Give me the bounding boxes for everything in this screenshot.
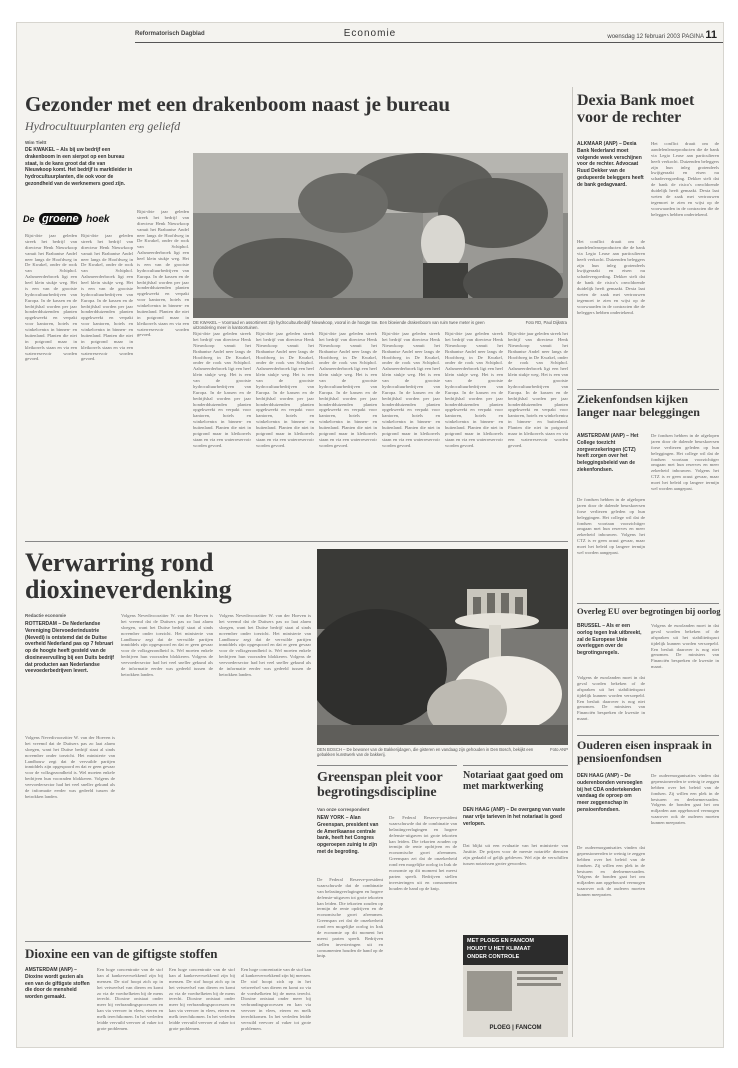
story5-body-col2: De fondsen hebben in de afgelopen jaren door de dalende beurskoersen forse verliezen geleden op hun beleggingen. Het college wil dat de fondsen voortaan voorzichtiger omgaan met hun reserves en meer zekerheid inbouwen. Volgens het CTZ is er geen acuut gevaar, maar moet het beleid op langere termijn wel worden aangepast. [651,433,719,491]
story3-body-col3: Een hoge concentratie van de stof kan al kankerverwekkend zijn bij mensen. De stof hoopt zich op in het vetweefsel van dieren en komt zo via de voedselketen bij de mens terecht. Dioxine ontstaat onder meer bij verbrandingsprocessen en kan via veevoer in vlees, eieren en melk terechtkomen. In het verleden leidde vervuild veevoer al vaker tot grote problemen. [241,967,311,1031]
date-and-page [607,29,717,41]
story1-body-col9: Rijst-drie jaar geleden streek het bedrijf van directeur Henk Nieuwkoop vanuit het Brabantse Andel neer langs de Hoofdweg in De Kwakel, onder de rook van Schiphol. Aalsmeerderbroek ligt een heel klein stukje weg. Het is een van de grootste hydrocultuurbedrijven van Europa. In de kassen en de bedrijfshal worden per jaar honderdduizenden planten opgekweekt en verpakt voor kantoren, hotels en winkelcentra in binnen- en buitenland. Planten die niet in potgrond maar in kleikorrels staan en via een waterreservoir worden gevoed. [508,331,568,448]
story2-body-col2: Volgens Nevedivoorzitter W. van der Hoeven is het vreemd dat de Duitsers pas zo laat alarm sloegen, want het Duitse bedrijf staat al sinds november onder toezicht. Het ministerie van Landbouw zegt dat de vervuilde partijen inmiddels zijn opgespoord en dat er geen gevaar voor de volksgezondheid is. Wel moeten enkele bedrijven hun voorraden blokkeren. Volgens de veevoedersector had het veel sneller gekund als de informatie eerder was gedeeld tussen de betrokken landen. [121,613,213,677]
story6-body-col2: Volgens de eurolanden moet in dat geval worden bekeken of de afspraken uit het stabiliteitspact tijdelijk kunnen worden versoepeld. Een besluit daarover is nog niet genomen. De ministers van Financiën bespreken de kwestie in maart. [651,623,719,670]
story1-byline: Wim Tieltt [25,140,47,145]
story2-body-col3: Volgens Nevedivoorzitter W. van der Hoeven is het vreemd dat de Duitsers pas zo laat alarm sloegen, want het Duitse bedrijf staat al sinds november onder toezicht. Het ministerie van Landbouw zegt dat de vervuilde partijen inmiddels zijn opgespoord en dat er geen gevaar voor de volksgezondheid is. Wel moeten enkele bedrijven hun voorraden blokkeren. Volgens de veevoedersector had het veel sneller gekund als de informatie eerder was gedeeld tussen de betrokken landen. [219,613,311,677]
section-divider-3 [577,389,719,390]
story9-body-col1: De ouderenorganisaties vinden dat gepensioneerden te weinig te zeggen hebben over het beleid van de fondsen. Zij willen een plek in de besturen en deelnemersraden. Volgens de bonden gaat het om miljarden aan opgebouwd vermogen waarover ook de ouderen moeten kunnen meepraten. [577,845,645,897]
story7-headline: Greenspan pleit voor begrotingsdiscipline [317,770,443,800]
bakery-photo-image [317,549,568,745]
de-groene-hoek-logo [23,209,133,229]
story1-body-col2: Rijst-drie jaar geleden streek het bedrijf van directeur Henk Nieuwkoop vanuit het Brabantse Andel neer langs de Hoofdweg in De Kwakel, onder de rook van Schiphol. Aalsmeerderbroek ligt een heel klein stukje weg. Het is een van de grootste hydrocultuurbedrijven van Europa. In de kassen en de bedrijfshal worden per jaar honderdduizenden planten opgekweekt en verpakt voor kantoren, hotels en winkelcentra in binnen- en buitenland. Planten die niet in potgrond maar in kleikorrels staan en via een waterreservoir worden gevoed. [81,233,133,362]
story8-headline: Notariaat gaat goed om met marktwerking [463,770,564,792]
groene-mid: groene [39,213,82,225]
story1-body-col6: Rijst-drie jaar geleden streek het bedrijf van directeur Henk Nieuwkoop vanuit het Brabantse Andel neer langs de Hoofdweg in De Kwakel, onder de rook van Schiphol. Aalsmeerderbroek ligt een heel klein stukje weg. Het is een van de grootste hydrocultuurbedrijven van Europa. In de kassen en de bedrijfshal worden per jaar honderdduizenden planten opgekweekt en verpakt voor kantoren, hotels en winkelcentra in binnen- en buitenland. Planten die niet in potgrond maar in kleikorrels staan en via een waterreservoir worden gevoed. [319,331,377,448]
advert-line-1: MET PLOEG EN FANCOM [467,938,534,944]
story8-lede: DEN HAAG (ANP) – De overgang van vaste naar vrije tarieven in het notariaat is goed verlopen. [463,807,565,827]
masthead-rule [135,42,723,43]
story1-headline: Gezonder met een drakenboom naast je bureau [25,92,451,116]
groene-pre: De [23,214,35,224]
advert-body [463,965,568,1037]
story3-lede: AMSTERDAM (ANP) – Dioxine wordt gezien als een van de giftigste stoffen die door de mensheid worden gemaakt. [25,967,90,1000]
story5-lede: AMSTERDAM (ANP) – Het College toezicht zorgverzekeringen (CTZ) heeft zorgen over het beleggingsbeleid van de ziekenfondsen. [577,433,639,473]
section-title: Economie [343,28,397,39]
story5-headline: Ziekenfondsen kijken langer naar beleggingen [577,392,700,419]
story9-lede: DEN HAAG (ANP) – De ouderenbonden vervoeglen bij het CDA ondertekenden vandaag de oproep om meer zeggenschap in pensioenfondsen. [577,773,643,813]
story6-headline: Overleg EU over begrotingen bij oorlog [577,606,721,616]
story5-body-col1: De fondsen hebben in de afgelopen jaren door de dalende beurskoersen forse verliezen geleden op hun beleggingen. Het college wil dat de fondsen voortaan voorzichtiger omgaan met hun reserves en meer zekerheid inbouwen. Volgens het CTZ is er geen acuut gevaar, maar moet het beleid op langere termijn wel worden aangepast. [577,497,645,555]
story8-body: Dat blijkt uit een evaluatie van het ministerie van Justitie. De prijzen voor de meeste notariële diensten zijn gedaald of gelijk gebleven. Wel zijn de verschillen tussen notarissen groter geworden. [463,843,568,866]
story4-headline: Dexia Bank moet voor de rechter [577,92,695,126]
story1-body-col7: Rijst-drie jaar geleden streek het bedrijf van directeur Henk Nieuwkoop vanuit het Brabantse Andel neer langs de Hoofdweg in De Kwakel, onder de rook van Schiphol. Aalsmeerderbroek ligt een heel klein stukje weg. Het is een van de grootste hydrocultuurbedrijven van Europa. In de kassen en de bedrijfshal worden per jaar honderdduizenden planten opgekweekt en verpakt voor kantoren, hotels en winkelcentra in binnen- en buitenland. Planten die niet in potgrond maar in kleikorrels staan en via een waterreservoir worden gevoed. [382,331,440,448]
story1-photo-caption: DE KWAKEL – Voorraad en assortiment zijn hydrocultuurbedrijf Nieuwkoop, vooral in de hoogte toe. Een bloeiende drakenboom van ruim twee meter is geen uitzondering meer in kantoortuinen. [193,320,485,331]
story3-body-col2: Een hoge concentratie van de stof kan al kankerverwekkend zijn bij mensen. De stof hoopt zich op in het vetweefsel van dieren en komt zo via de voedselketen bij de mens terecht. Dioxine ontstaat onder meer bij verbrandingsprocessen en kan via veevoer in vlees, eieren en melk terechtkomen. In het verleden leidde vervuild veevoer al vaker tot grote problemen. [169,967,235,1031]
newspaper-page [16,22,724,1048]
story7-body-col2: De Federal Reserve-president waarschuwde dat de combinatie van belastingverlagingen en hogere defensie-uitgaven tot grote tekorten kan leiden. Die tekorten zouden op termijn de rente opdrijven en de economische groei afremmen. Greenspan zei dat de onzekerheid rond een mogelijke oorlog in Irak de economie op dit moment het meest parten speelt. Bedrijven stellen investeringen uit en consumenten houden de hand op de knip. [389,815,457,891]
story1-lede: DE KWAKEL – Als bij uw bedrijf een drakenboom in een sierpot op een bureau staat, is de kans groot dat die van Nieuwkoop komt. Het bedrijf is marktleider in hydrocultuurplanten, die ook voor de gezondheid van de werknemers goed zijn. [25,147,133,187]
section-divider-1 [25,541,568,542]
issue-date: woensdag 12 februari 2003 [607,34,681,40]
plant-photo-image [193,153,568,318]
story2-photo-credit: Foto ANP [550,747,568,752]
story9-headline: Ouderen eisen inspraak in pensioenfondsen [577,738,712,765]
story3-body-col1: Een hoge concentratie van de stof kan al kankerverwekkend zijn bij mensen. De stof hoopt zich op in het vetweefsel van dieren en komt zo via de voedselketen bij de mens terecht. Dioxine ontstaat onder meer bij verbrandingsprocessen en kan via veevoer in vlees, eieren en melk terechtkomen. In het verleden leidde vervuild veevoer al vaker tot grote problemen. [97,967,163,1031]
section-divider-notariaat [463,765,568,766]
story2-byline: Redactie economie [25,613,67,618]
story7-body-col1: De Federal Reserve-president waarschuwde dat de combinatie van belastingverlagingen en hogere defensie-uitgaven tot grote tekorten kan leiden. Die tekorten zouden op termijn de rente opdrijven en de economische groei afremmen. Greenspan zei dat de onzekerheid rond een mogelijke oorlog in Irak de economie op dit moment het meest parten speelt. Bedrijven stellen investeringen uit en consumenten houden de hand op de knip. [317,877,383,959]
story2-photo [317,549,568,745]
story2-body-col1: Volgens Nevedivoorzitter W. van der Hoeven is het vreemd dat de Duitsers pas zo laat alarm sloegen, want het Duitse bedrijf staat al sinds november onder toezicht. Het ministerie van Landbouw zegt dat de vervuilde partijen inmiddels zijn opgespoord en dat er geen gevaar voor de volksgezondheid is. Wel moeten enkele bedrijven hun voorraden blokkeren. Volgens de veevoedersector had het veel sneller gekund als de informatie eerder was gedeeld tussen de betrokken landen. [25,735,115,799]
right-column-rule [572,87,573,1037]
masthead [17,23,723,45]
story7-lede: NEW YORK – Alan Greenspan, president van de Amerikaanse centrale bank, heeft het Congres opgeroepen zuinig te zijn met de begroting. [317,815,379,855]
story4-lede: ALKMAAR (ANP) – Dexia Bank Nederland moet volgende week verschijnen voor de rechter. Advocaat Ruud Dekker van de gedupeerde beleggers heeft de bank gedagvaard. [577,141,644,188]
advert-image [467,971,512,1011]
story2-headline: Verwarring rond dioxineverdenking [25,548,232,605]
story1-body-col1: Rijst-drie jaar geleden streek het bedrijf van directeur Henk Nieuwkoop vanuit het Brabantse Andel neer langs de Hoofdweg in De Kwakel, onder de rook van Schiphol. Aalsmeerderbroek ligt een heel klein stukje weg. Het is een van de grootste hydrocultuurbedrijven van Europa. In de kassen en de bedrijfshal worden per jaar honderdduizenden planten opgekweekt en verpakt voor kantoren, hotels en winkelcentra in binnen- en buitenland. Planten die niet in potgrond maar in kleikorrels staan en via een waterreservoir worden gevoed. [25,233,77,362]
story4-body-col1: Het conflict draait om de aandelenleaseproducten die de bank via Legio Lease aan particulieren heeft verkocht. Duizenden beleggers zijn hun inleg grotendeels kwijtgeraakt en eisen nu schadevergoeding. Dekker stelt dat de bank de risico's onvoldoende duidelijk heeft gemaakt. Dexia laat weten de zaak met vertrouwen tegemoet te zien en wijst op de voorwaarden in de contracten die de beleggers hebben ondertekend. [577,239,645,315]
story4-body-col2: Het conflict draait om de aandelenleaseproducten die de bank via Legio Lease aan particulieren heeft verkocht. Duizenden beleggers zijn hun inleg grotendeels kwijtgeraakt en eisen nu schadevergoeding. Dekker stelt dat de bank de risico's onvoldoende duidelijk heeft gemaakt. Dexia laat weten de zaak met vertrouwen tegemoet te zien en wijst op de voorwaarden in de contracten die de beleggers hebben ondertekend. [651,141,719,217]
ploeg-fancom-advert[interactable] [463,935,568,1037]
story1-body-col3: Rijst-drie jaar geleden streek het bedrijf van directeur Henk Nieuwkoop vanuit het Brabantse Andel neer langs de Hoofdweg in De Kwakel, onder de rook van Schiphol. Aalsmeerderbroek ligt een heel klein stukje weg. Het is een van de grootste hydrocultuurbedrijven van Europa. In de kassen en de bedrijfshal worden per jaar honderdduizenden planten opgekweekt en verpakt voor kantoren, hotels en winkelcentra in binnen- en buitenland. Planten die niet in potgrond maar in kleikorrels staan en via een waterreservoir worden gevoed. [137,209,189,338]
story6-lede: BRUSSEL – Als er een oorlog tegen Irak uitbreekt, zal de Europese Unie overleggen over de begrotingsregels. [577,623,642,656]
story2-lede: ROTTERDAM – De Nederlandse Vereniging Diervoederindustrie (Nevedi) is ontstemd dat de Duitse overheid Nederland pas op 7 februari op de hoogte heeft gesteld van de dioxinevervuiling bij een Duits bedrijf dat producten aan Nederlandse veevoederbedrijven levert. [25,621,114,675]
story9-body-col2: De ouderenorganisaties vinden dat gepensioneerden te weinig te zeggen hebben over het beleid van de fondsen. Zij willen een plek in de besturen en deelnemersraden. Volgens de bonden gaat het om miljarden aan opgebouwd vermogen waarover ook de ouderen moeten kunnen meepraten. [651,773,719,825]
story1-body-col8: Rijst-drie jaar geleden streek het bedrijf van directeur Henk Nieuwkoop vanuit het Brabantse Andel neer langs de Hoofdweg in De Kwakel, onder de rook van Schiphol. Aalsmeerderbroek ligt een heel klein stukje weg. Het is een van de grootste hydrocultuurbedrijven van Europa. In de kassen en de bedrijfshal worden per jaar honderdduizenden planten opgekweekt en verpakt voor kantoren, hotels en winkelcentra in binnen- en buitenland. Planten die niet in potgrond maar in kleikorrels staan en via een waterreservoir worden gevoed. [445,331,503,448]
section-divider-5 [577,735,719,736]
story1-body-col5: Rijst-drie jaar geleden streek het bedrijf van directeur Henk Nieuwkoop vanuit het Brabantse Andel neer langs de Hoofdweg in De Kwakel, onder de rook van Schiphol. Aalsmeerderbroek ligt een heel klein stukje weg. Het is een van de grootste hydrocultuurbedrijven van Europa. In de kassen en de bedrijfshal worden per jaar honderdduizenden planten opgekweekt en verpakt voor kantoren, hotels en winkelcentra in binnen- en buitenland. Planten die niet in potgrond maar in kleikorrels staan en via een waterreservoir worden gevoed. [256,331,314,448]
paper-name: Reformatorisch Dagblad [135,31,205,37]
story1-body-col4: Rijst-drie jaar geleden streek het bedrijf van directeur Henk Nieuwkoop vanuit het Brabantse Andel neer langs de Hoofdweg in De Kwakel, onder de rook van Schiphol. Aalsmeerderbroek ligt een heel klein stukje weg. Het is een van de grootste hydrocultuurbedrijven van Europa. In de kassen en de bedrijfshal worden per jaar honderdduizenden planten opgekweekt en verpakt voor kantoren, hotels en winkelcentra in binnen- en buitenland. Planten die niet in potgrond maar in kleikorrels staan en via een waterreservoir worden gevoed. [193,331,251,448]
section-divider-2 [25,941,311,942]
story1-deck: Hydrocultuurplanten erg geliefd [25,119,181,133]
story1-photo-credit: Foto RD, Paul Dijkstra [525,320,567,325]
page-number: 11 [705,29,717,41]
story3-headline: Dioxine een van de giftigste stoffen [25,946,218,961]
groene-post: hoek [86,214,110,225]
advert-brand: PLOEG | FANCOM [489,1025,542,1031]
advert-line-3: ONDER CONTROLE [467,954,520,960]
section-divider-greenspan [317,765,457,766]
section-divider-4 [577,603,719,604]
story6-body-col1: Volgens de eurolanden moet in dat geval worden bekeken of de afspraken uit het stabiliteitspact tijdelijk kunnen worden versoepeld. Een besluit daarover is nog niet genomen. De ministers van Financiën bespreken de kwestie in maart. [577,675,645,722]
page-label: PAGINA [681,34,704,40]
story7-byline: Van onze correspondent [317,807,370,812]
story2-photo-caption: DEN BOSCH – De bewoner van de Bakkerijdagen, die gisteren en vandaag zijn gehouden in Den Bosch, bekijkt een gebakken kunstwerk van de bakkerij. [317,747,534,758]
advert-line-2: HOUDT U HET KLIMAAT [467,946,531,952]
story1-photo [193,153,568,318]
